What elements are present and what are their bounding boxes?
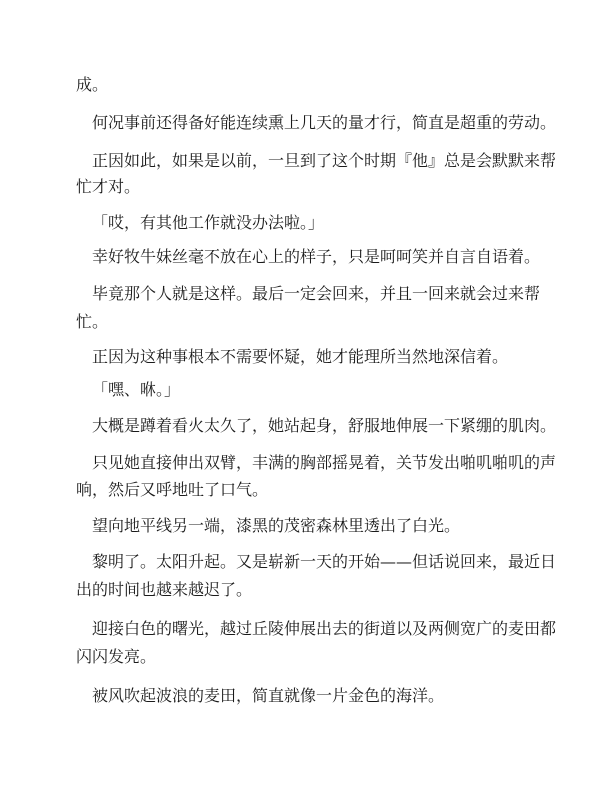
paragraph: [76, 210, 572, 236]
text-line: 忙。: [76, 312, 109, 331]
paragraph-continuation: [76, 644, 556, 670]
text-line: 成。: [76, 75, 109, 94]
paragraph: [76, 344, 572, 370]
text-line: 大概是蹲着看火太久了，她站起身，舒服地伸展一下紧绷的肌肉。: [92, 416, 557, 435]
paragraph-continuation: [76, 309, 556, 335]
paragraph: [76, 683, 572, 709]
text-line: 迎接白色的曙光，越过丘陵伸展出去的街道以及两侧宽广的麦田都: [92, 619, 557, 638]
paragraph-continuation: [76, 174, 556, 200]
text-line: 闪闪发亮。: [76, 647, 157, 666]
paragraph: [76, 281, 572, 307]
paragraph: [76, 513, 572, 539]
text-line: 「嘿、咻。」: [92, 380, 181, 399]
text-line: 正因为这种事根本不需要怀疑，她才能理所当然地深信着。: [92, 347, 509, 366]
text-line: 正因如此，如果是以前，一旦到了这个时期『他』总是会默默来帮: [92, 151, 557, 170]
text-line: 忙才对。: [76, 177, 141, 196]
text-line: 出的时间也越来越迟了。: [76, 580, 253, 599]
paragraph: [76, 110, 572, 136]
paragraph: [76, 72, 556, 98]
text-line: 只见她直接伸出双臂，丰满的胸部摇晃着，关节发出啪叽啪叽的声: [92, 453, 557, 472]
text-line: 黎明了。太阳升起。又是崭新一天的开始——但话说回来，最近日: [92, 552, 557, 571]
text-line: 幸好牧牛妹丝毫不放在心上的样子，只是呵呵笑并自言自语着。: [92, 247, 541, 266]
paragraph: [76, 450, 572, 476]
text-line: 何况事前还得备好能连续熏上几天的量才行，简直是超重的劳动。: [92, 113, 557, 132]
paragraph: [76, 148, 572, 174]
text-line: 响，然后又呼地吐了口气。: [76, 480, 269, 499]
paragraph-continuation: [76, 577, 556, 603]
paragraph: [76, 549, 572, 575]
paragraph: [76, 413, 572, 439]
paragraph: [76, 244, 572, 270]
text-line: 被风吹起波浪的麦田，简直就像一片金色的海洋。: [92, 686, 445, 705]
text-line: 望向地平线另一端，漆黑的茂密森林里透出了白光。: [92, 516, 461, 535]
paragraph: [76, 377, 572, 403]
paragraph-continuation: [76, 477, 556, 503]
text-line: 毕竟那个人就是这样。最后一定会回来，并且一回来就会过来帮: [92, 284, 541, 303]
paragraph: [76, 616, 572, 642]
text-line: 「哎，有其他工作就没办法啦。」: [92, 213, 325, 232]
